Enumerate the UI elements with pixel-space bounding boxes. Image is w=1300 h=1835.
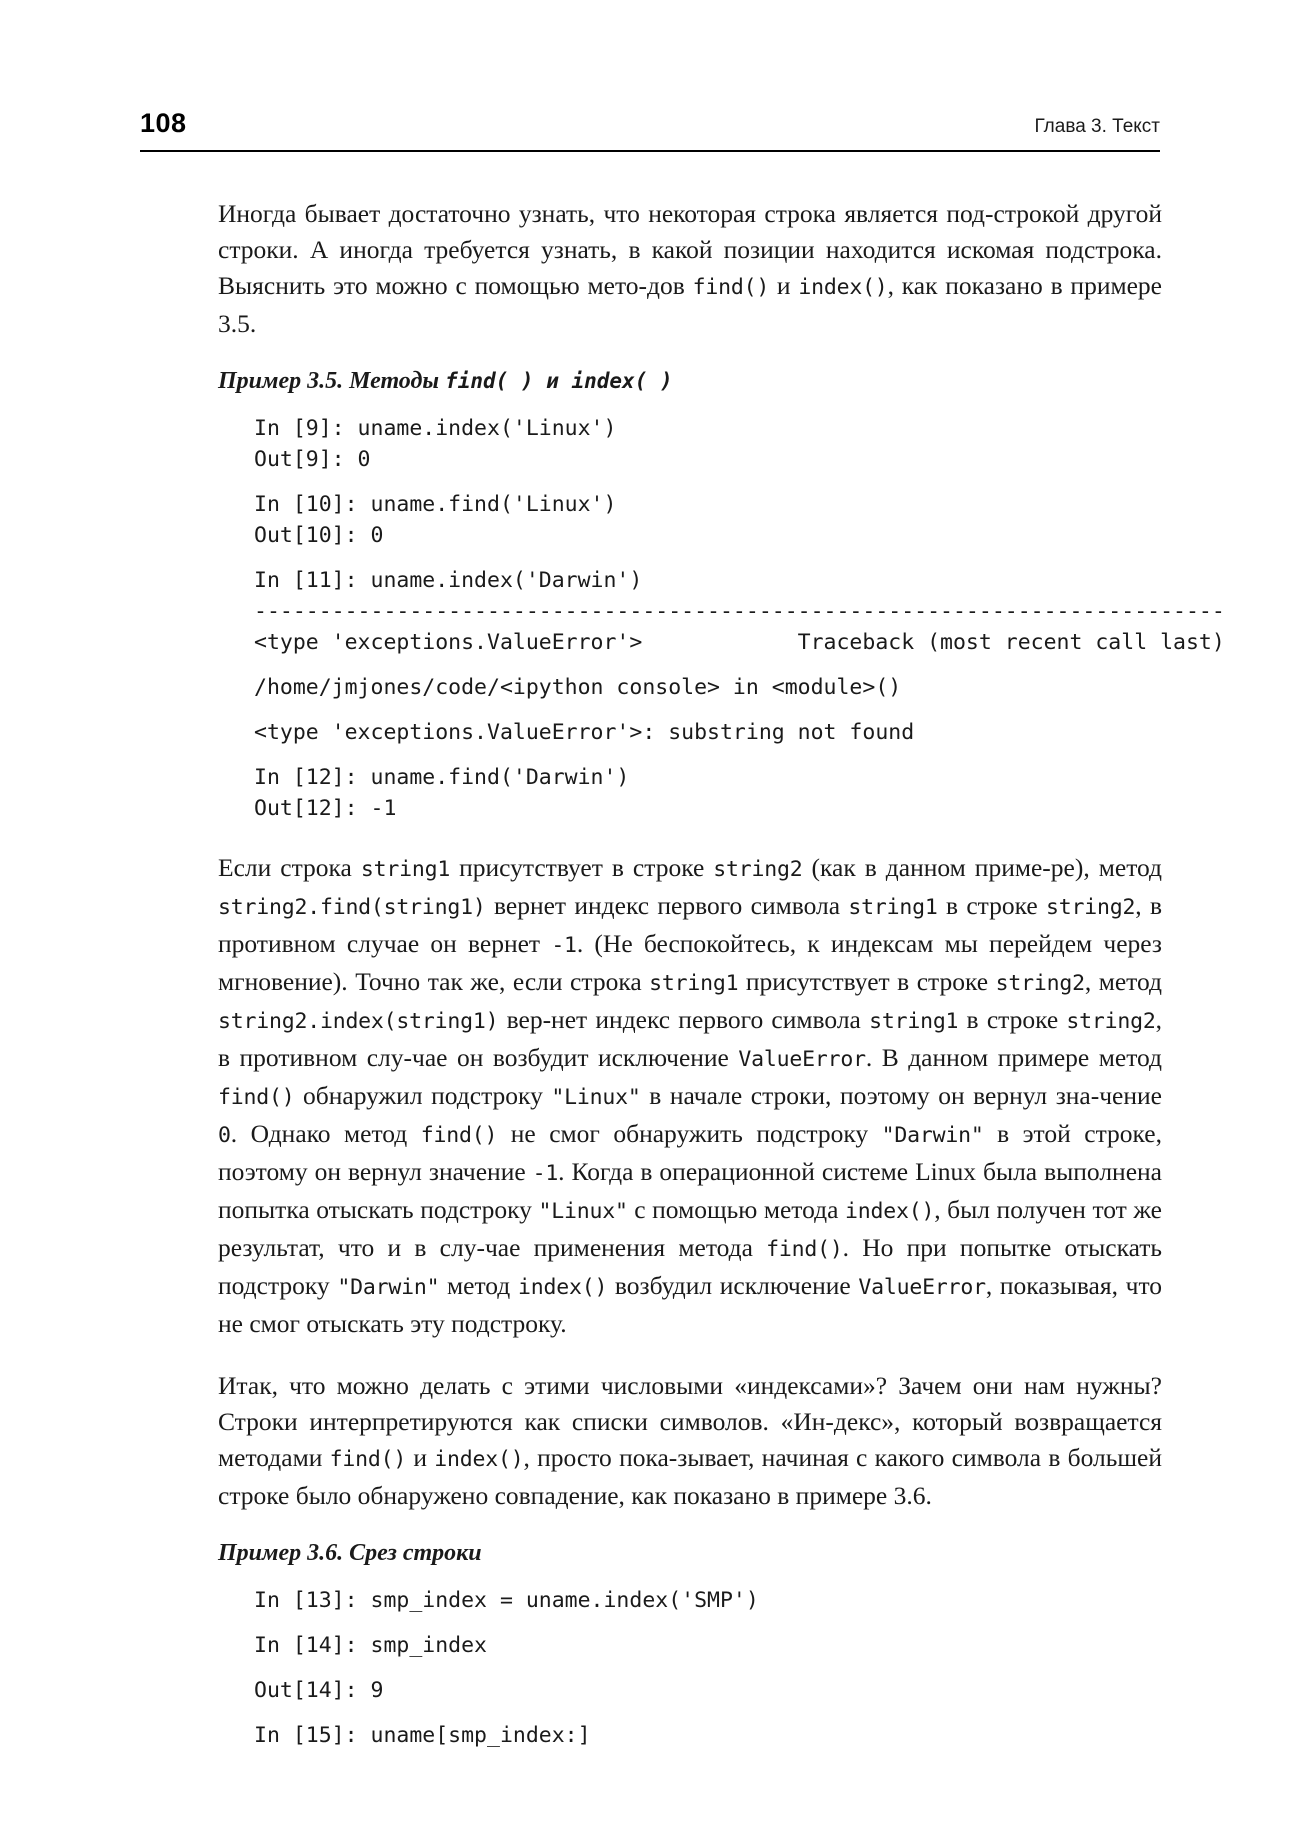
inline-code: find() xyxy=(420,1123,498,1148)
inline-code: find() xyxy=(766,1237,843,1262)
code-line-blank xyxy=(254,475,1162,489)
example-caption-35-mono: find( ) и index( ) xyxy=(445,369,673,393)
paragraph-explanation: Если строка string1 присутствует в строке string2 (как в данном приме-ре), метод string2.find(string1) вернет индекс первого символа string1 в строке string2, в противном случае он вернет -1. (Не беспокойтесь, к индексам мы перейдем через мгновение). Точно так же, если строка string1 присутствует в строке string2, метод string2.index(string1) вер-нет индекс первого символа string1 в строке string2, в противном слу-чае он возбудит исключение ValueError. В данном примере метод find() обнаружил подстроку "Linux" в начале строки, поэтому он вернул зна-чение 0. Однако метод find() не смог обнаружить подстроку "Darwin" в этой строке, поэтому он вернул значение -1. Когда в операционной системе Linux была выполнена попытка отыскать подстроку "Linux" с помощью метода index(), был получен тот же результат, что и в слу-чае применения метода find(). Но при попытке отыскать подстроку "Darwin" метод index() возбудил исключение ValueError, показывая, что не смог отыскать эту подстроку. xyxy=(218,853,1163,1338)
inline-code: index() xyxy=(434,1447,524,1472)
code-block-example-36 xyxy=(218,1585,1162,1751)
code-line: In [12]: uname.find('Darwin') xyxy=(254,765,630,790)
code-line: In [11]: uname.index('Darwin') xyxy=(254,568,643,593)
code-line-blank xyxy=(254,658,1162,672)
inline-code: string2 xyxy=(1046,895,1136,920)
inline-code: "Linux" xyxy=(538,1199,628,1224)
code-line: In [13]: smp_index = uname.index('SMP') xyxy=(254,1588,759,1613)
inline-code: string1 xyxy=(649,971,739,996)
code-block-example-35 xyxy=(218,413,1225,824)
example-caption-36-title: Срез строки xyxy=(349,1540,482,1566)
inline-code: string1 xyxy=(869,1009,959,1034)
running-title: Глава 3. Текст xyxy=(1034,116,1160,137)
inline-code: "Darwin" xyxy=(337,1275,440,1300)
example-caption-36-prefix: Пример 3.6. xyxy=(218,1540,350,1566)
code-line: Out[12]: -1 xyxy=(254,796,397,821)
inline-code: index() xyxy=(844,1199,935,1224)
code-line-error-message: <type 'exceptions.ValueError'>: substring not found xyxy=(254,720,915,745)
inline-code: string2.index(string1) xyxy=(218,1009,499,1034)
example-caption-35-prefix: Пример 3.5. Методы xyxy=(218,368,446,394)
inline-code-find: find() xyxy=(692,275,770,300)
code-line-separator: --------------------------------------------------------------------------- xyxy=(254,599,1225,624)
code-line-blank xyxy=(254,748,1162,762)
code-line: In [15]: uname[smp_index:] xyxy=(254,1723,591,1748)
code-line: Out[9]: 0 xyxy=(254,447,371,472)
inline-code: find() xyxy=(218,1085,295,1110)
inline-code: -1 xyxy=(551,933,577,958)
inline-code: string1 xyxy=(360,857,451,882)
page-content xyxy=(218,196,1225,1777)
header-rule xyxy=(140,150,1160,152)
code-line: Out[14]: 9 xyxy=(254,1678,384,1703)
inline-code: string2 xyxy=(995,971,1085,996)
paragraph-intro xyxy=(218,196,1162,342)
paragraph-intro-text-a: Иногда бывает достаточно узнать, что некоторая строка является под-строкой другой строки. А иногда требуется узнать, в какой позиции находится искомая подстрока. Выяснить это можно с помощью мето-дов xyxy=(218,199,1162,300)
inline-code: string2 xyxy=(1066,1009,1156,1034)
inline-code: string1 xyxy=(848,895,938,920)
code-line: In [10]: uname.find('Linux') xyxy=(254,492,617,517)
code-line: Out[10]: 0 xyxy=(254,523,384,548)
paragraph-intro-text-c: , как показано в примере 3.5. xyxy=(218,271,1162,338)
code-line-traceback-header: <type 'exceptions.ValueError'> Traceback (most recent call last) xyxy=(254,630,1225,655)
example-caption-35 xyxy=(218,368,1162,395)
paragraph-indexes: Итак, что можно делать с этими числовыми «индексами»? Зачем они нам нужны? Строки интерпретируются как списки символов. «Ин-декс», который возвращается методами find() и index(), просто пока-зывает, начиная с какого символа в большей строке было обнаружено совпадение, как показано в примере 3.6. xyxy=(218,1371,1162,1510)
inline-code: -1 xyxy=(532,1161,559,1186)
page-header xyxy=(140,108,1160,139)
inline-code: "Darwin" xyxy=(881,1123,984,1148)
paragraph-intro-text-b: и xyxy=(769,271,799,300)
inline-code-index: index() xyxy=(798,275,888,300)
code-line: In [14]: smp_index xyxy=(254,1633,487,1658)
code-line-blank xyxy=(254,551,1162,565)
code-line: In [9]: uname.index('Linux') xyxy=(254,416,617,441)
inline-code: index() xyxy=(517,1275,608,1300)
inline-code: ValueError xyxy=(738,1047,866,1072)
example-caption-36 xyxy=(218,1540,1162,1567)
inline-code: string2.find(string1) xyxy=(218,895,486,920)
code-line-traceback-path: /home/jmjones/code/<ipython console> in <module>() xyxy=(254,675,902,700)
inline-code: "Linux" xyxy=(551,1085,641,1110)
code-line-blank xyxy=(254,703,1162,717)
inline-code: ValueError xyxy=(858,1275,986,1300)
inline-code: 0 xyxy=(218,1123,231,1148)
inline-code: string2 xyxy=(713,857,803,882)
inline-code: find() xyxy=(329,1447,407,1472)
page-number: 108 xyxy=(140,108,187,138)
